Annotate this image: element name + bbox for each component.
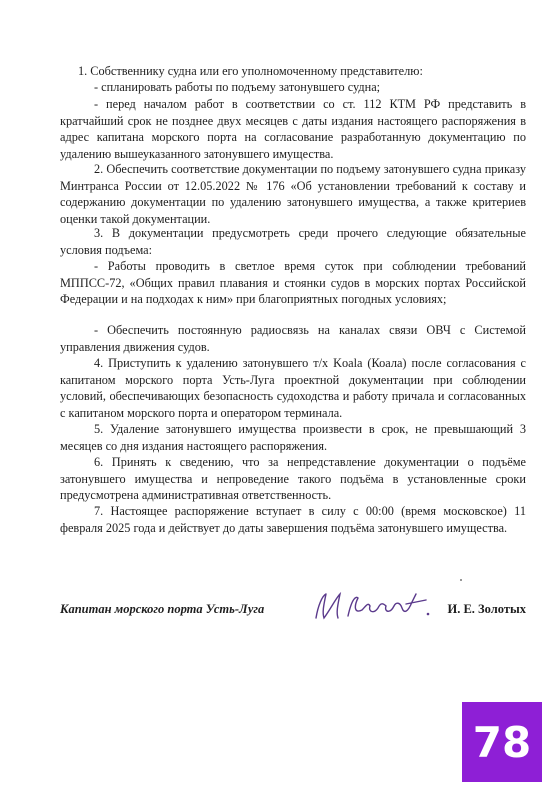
paragraph-1a: - спланировать работы по подъему затонувшего судна;	[94, 80, 381, 94]
paragraph-1: 1. Собственнику судна или его уполномоченному представителю:	[78, 64, 423, 78]
paragraph-3a: - Работы проводить в светлое время суток при соблюдении требований МППСС-72, «Общих правил плавания и стоянки судов в морских портах Российской Федерации и на подходах к ним» при благоприятных погодных условиях;	[60, 259, 526, 307]
signatory-name: И. Е. Золотых	[447, 602, 526, 616]
paragraph-3: 3. В документации предусмотреть среди прочего следующие обязательные условия подъема:	[60, 226, 526, 257]
signature-block	[60, 594, 530, 634]
paragraph-5: 5. Удаление затонувшего имущества произвести в срок, не превышающий 3 месяцев со дня издания настоящего распоряжения.	[60, 422, 526, 453]
paragraph-3b: - Обеспечить постоянную радиосвязь на каналах связи ОВЧ с Системой управления движения судов.	[60, 323, 526, 354]
paragraph-6: 6. Принять к сведению, что за непредставление документации о подъёме затонувшего имущества и непроведение такого подъёма в установленные сроки предусмотрена административная ответственность.	[60, 455, 526, 503]
handwritten-signature	[308, 588, 438, 628]
paragraph-7: 7. Настоящее распоряжение вступает в силу с 00:00 (время московское) 11 февраля 2025 года и действует до даты завершения подъёма затонувшего имущества.	[60, 504, 526, 535]
channel-logo-badge: 78	[462, 702, 542, 782]
paragraph-4: 4. Приступить к удалению затонувшего т/х Koala (Коала) после согласования с капитаном морского порта Усть-Луга проектной документации при соблюдении условий, обеспечивающих безопасность судоходства и работу причала и согласованных с капитаном морского порта и оператором терминала.	[60, 356, 526, 420]
scan-dot	[460, 579, 462, 581]
signatory-title: Капитан морского порта Усть-Луга	[60, 602, 265, 616]
paragraph-2: 2. Обеспечить соответствие документации по подъему затонувшего судна приказу Минтранса России от 12.05.2022 № 176 «Об установлении требований к составу и содержанию документации по удалению затонувшего имущества, а также критериев оценки такой документации.	[60, 162, 526, 226]
paragraph-1b: - перед началом работ в соответствии со ст. 112 КТМ РФ представить в кратчайший срок не позднее двух месяцев с даты издания настоящего распоряжения в адрес капитана морского порта на согласование разработанную документацию по удалению вышеуказанного затонувшего имущества.	[60, 97, 526, 161]
